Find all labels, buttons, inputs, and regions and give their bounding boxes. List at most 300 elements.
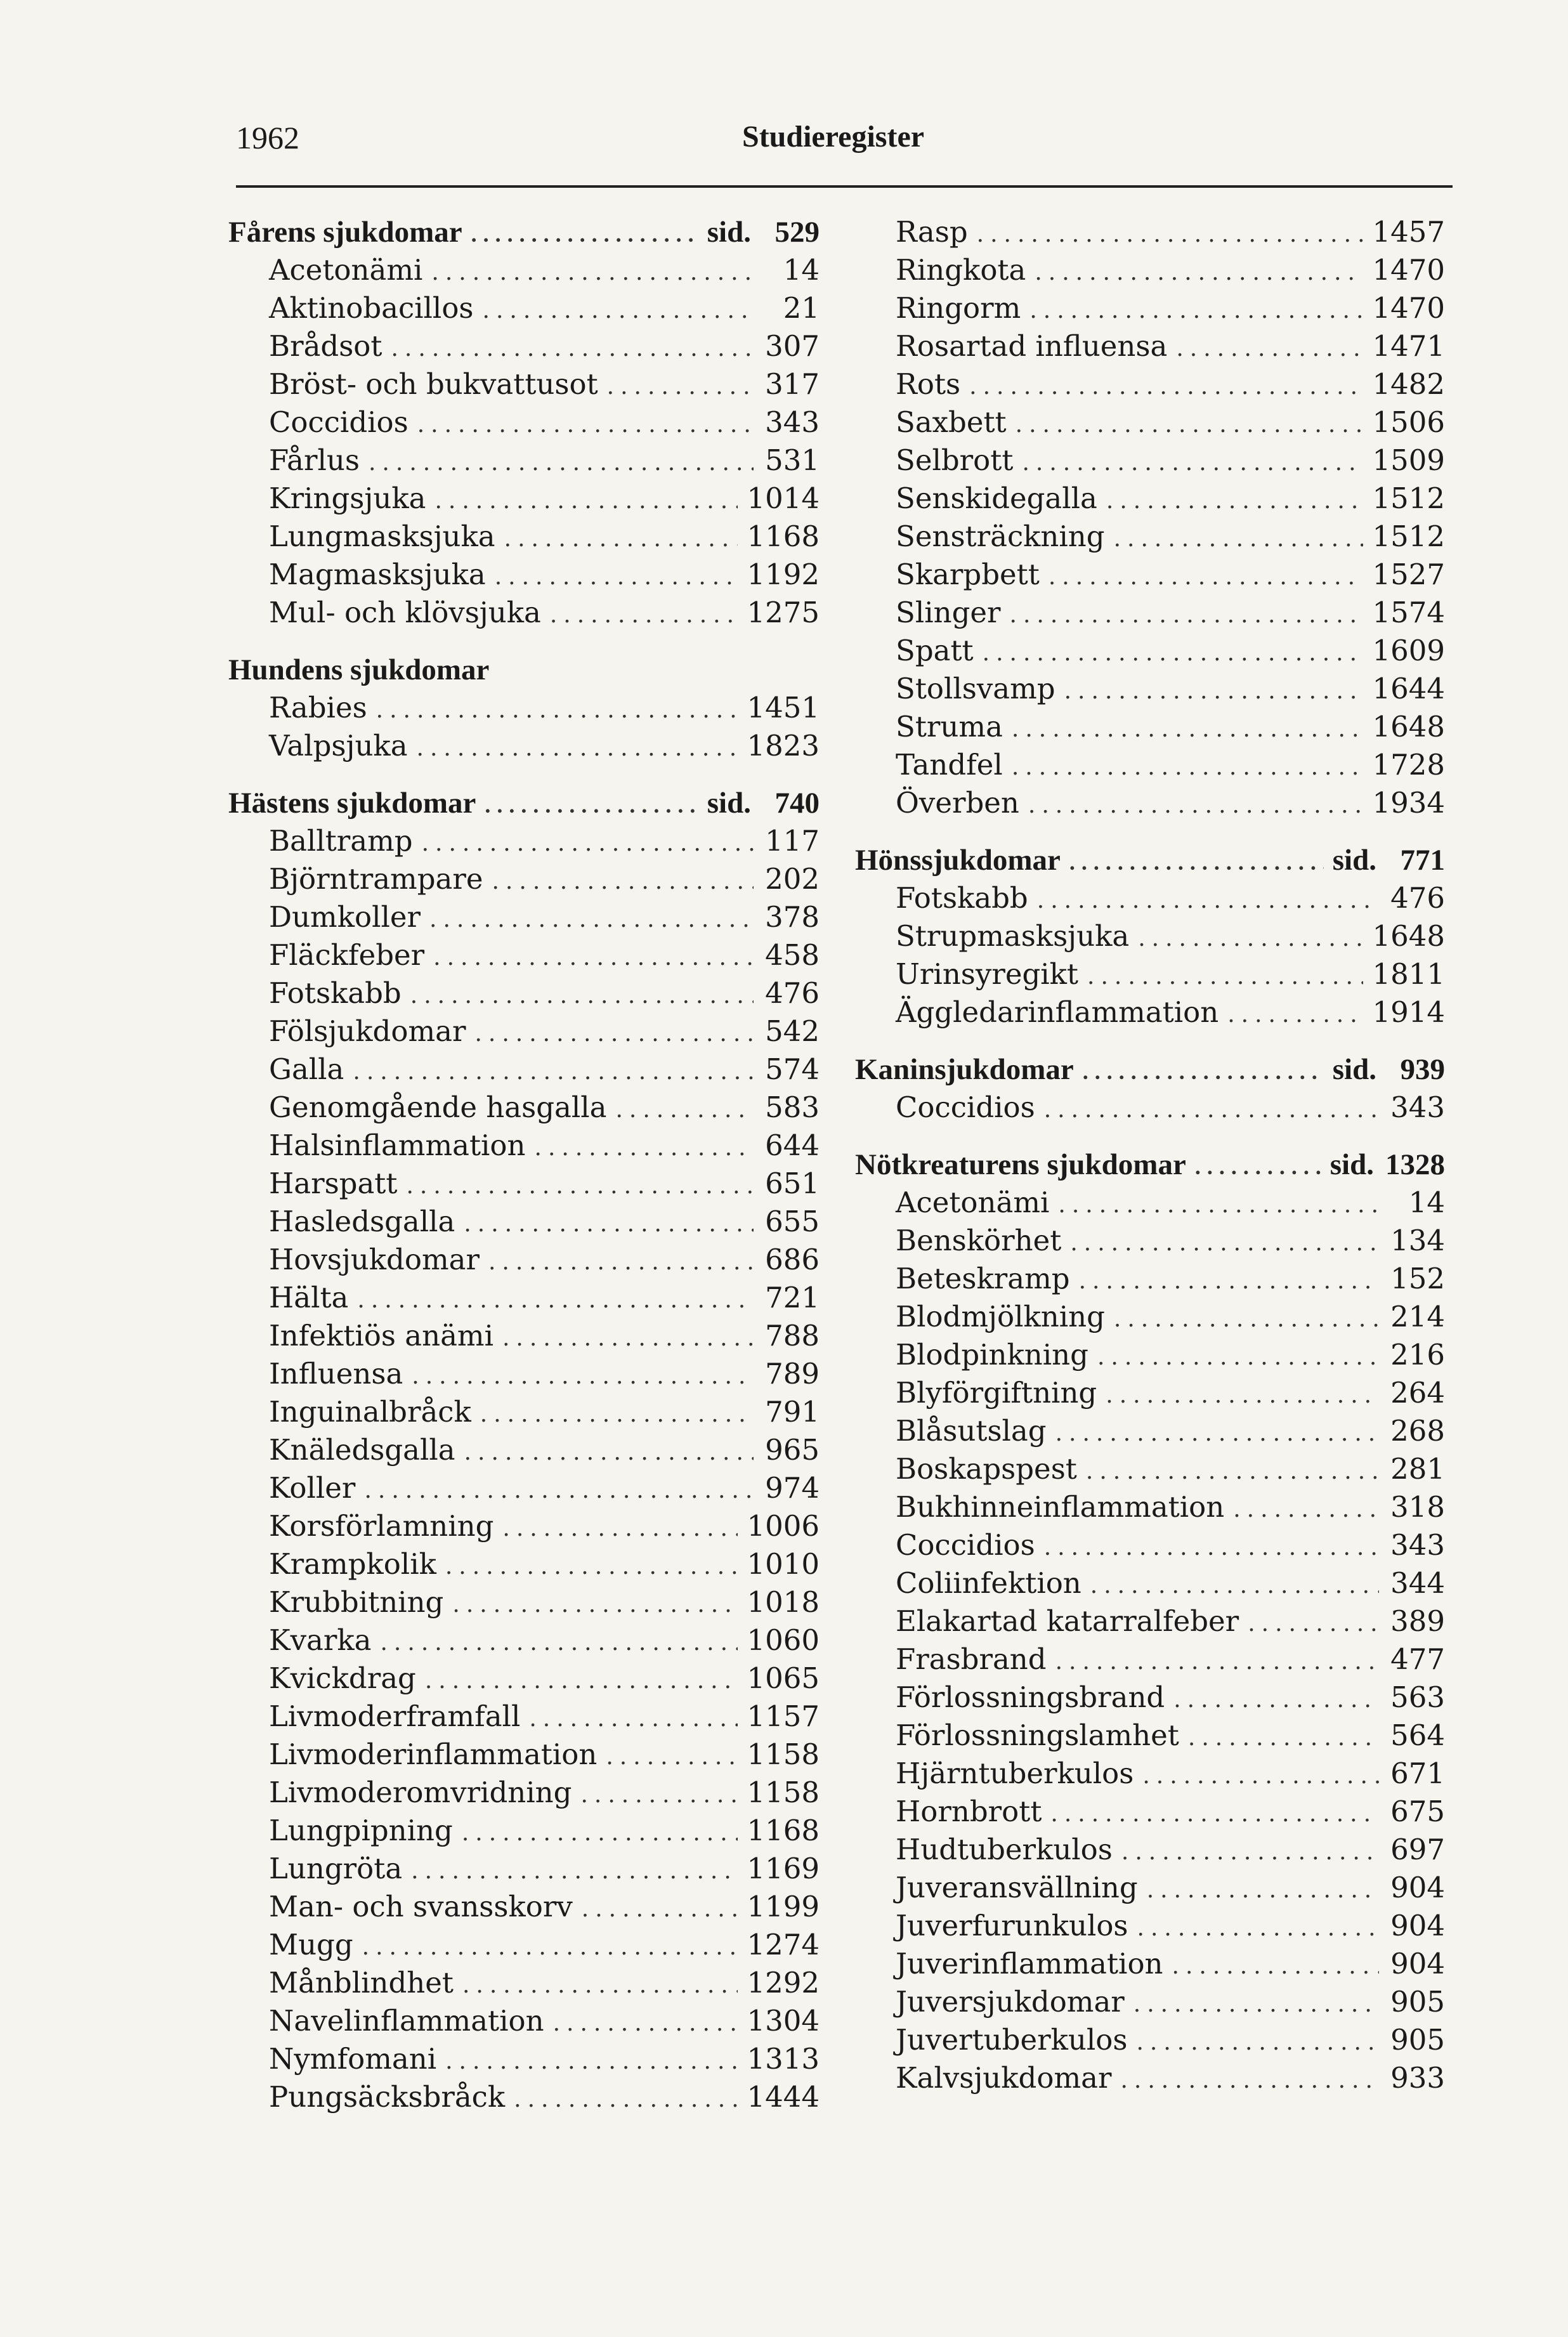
index-entry [855, 670, 1445, 708]
section-page: 771 [1400, 844, 1445, 877]
entry-name: Stollsvamp [896, 672, 1055, 705]
dot-leader [353, 1053, 754, 1091]
dot-leader [1195, 1148, 1321, 1186]
index-entry [228, 1241, 820, 1279]
section-hasten-continued [855, 213, 1445, 822]
left-column [228, 213, 820, 2116]
index-entry [228, 1355, 820, 1393]
entry-page: 1527 [1372, 558, 1445, 591]
entry-page: 1014 [747, 481, 820, 515]
entry-page: 134 [1390, 1224, 1445, 1257]
entry-page: 1648 [1372, 710, 1445, 743]
entry-page: 1292 [747, 1966, 820, 2000]
section-title: Kaninsjukdomar [855, 1053, 1074, 1086]
dot-leader [582, 1890, 738, 1928]
entry-page: 317 [765, 367, 820, 401]
index-entry [228, 936, 820, 974]
index-entry [228, 2078, 820, 2116]
entry-page: 671 [1390, 1757, 1445, 1790]
entry-page: 1823 [747, 729, 820, 763]
index-entry [855, 518, 1445, 556]
entry-page: 1470 [1372, 291, 1445, 325]
entry-name: Nymfomani [269, 2042, 437, 2076]
index-entry [228, 822, 820, 860]
index-entry [228, 403, 820, 442]
dot-leader [615, 1091, 754, 1129]
entry-page: 264 [1390, 1376, 1445, 1410]
dot-leader [580, 1776, 738, 1814]
entry-page: 389 [1390, 1604, 1445, 1638]
entry-page: 477 [1390, 1642, 1445, 1676]
index-entry [855, 480, 1445, 518]
index-entry [228, 1165, 820, 1203]
index-entry [228, 1621, 820, 1659]
index-entry [228, 1659, 820, 1698]
entry-page: 1648 [1372, 919, 1445, 953]
entry-page: 1811 [1372, 957, 1445, 991]
dot-leader [502, 1510, 738, 1548]
index-entry [228, 327, 820, 365]
section-hunden [228, 651, 820, 765]
dot-leader [1114, 520, 1364, 558]
sid-label: sid. [1332, 844, 1376, 877]
dot-leader [1037, 882, 1379, 920]
entry-name: Spatt [896, 634, 974, 667]
dot-leader [1106, 1377, 1379, 1415]
entry-name: Beteskramp [896, 1262, 1070, 1295]
entry-page: 1018 [747, 1585, 820, 1619]
dot-leader [1044, 1091, 1379, 1129]
entry-page: 675 [1390, 1795, 1445, 1828]
index-entry [228, 860, 820, 898]
dot-leader [1050, 1795, 1379, 1833]
dot-leader [1248, 1605, 1379, 1643]
entry-name: Kalvsjukdomar [896, 2061, 1112, 2095]
index-entry [228, 974, 820, 1012]
dot-leader [977, 216, 1364, 254]
index-entry [228, 689, 820, 727]
entry-page: 152 [1390, 1262, 1445, 1295]
entry-page: 214 [1390, 1300, 1445, 1333]
index-entry [228, 1507, 820, 1545]
index-entry [855, 2059, 1445, 2097]
entry-name: Skarpbett [896, 558, 1040, 591]
entry-page: 343 [765, 405, 820, 439]
entry-name: Fotskabb [896, 881, 1028, 915]
entry-name: Hornbrott [896, 1795, 1042, 1828]
entry-name: Coccidios [896, 1528, 1035, 1562]
index-entry [228, 289, 820, 327]
entry-name: Genomgående hasgalla [269, 1090, 607, 1124]
dot-leader [464, 1434, 754, 1472]
dot-leader [1055, 1415, 1379, 1453]
entry-page: 1168 [747, 1814, 820, 1847]
entry-page: 307 [765, 329, 820, 363]
dot-leader [1233, 1491, 1379, 1529]
sid-label: sid. [707, 787, 751, 820]
dot-leader [550, 596, 738, 634]
entry-name: Balltramp [269, 824, 413, 858]
entry-name: Dumkoller [269, 900, 421, 934]
index-entry [855, 403, 1445, 442]
entry-page: 583 [765, 1090, 820, 1124]
dot-leader [480, 1396, 754, 1434]
entry-page: 117 [765, 824, 820, 858]
section-page: 939 [1400, 1053, 1445, 1086]
section-heading [228, 651, 820, 689]
dot-leader [504, 520, 738, 558]
dot-leader [474, 1015, 754, 1053]
entry-name: Sensträckning [896, 520, 1105, 553]
dot-leader [1227, 996, 1363, 1034]
index-entry [855, 2021, 1445, 2059]
dot-leader [1097, 1339, 1379, 1377]
entry-page: 343 [1390, 1090, 1445, 1124]
index-entry [855, 917, 1445, 955]
index-entry [855, 213, 1445, 251]
entry-name: Galla [269, 1052, 344, 1086]
entry-page: 1065 [747, 1661, 820, 1695]
dot-leader [1176, 330, 1363, 368]
entry-page: 644 [765, 1129, 820, 1162]
dot-leader [983, 634, 1364, 672]
entry-name: Ringkota [896, 253, 1026, 287]
header-rule [236, 185, 1453, 188]
entry-page: 1482 [1372, 367, 1445, 401]
entry-page: 697 [1390, 1833, 1445, 1866]
entry-page: 531 [765, 443, 820, 477]
entry-name: Koller [269, 1471, 356, 1505]
dot-leader [529, 1700, 738, 1738]
entry-page: 1574 [1372, 596, 1445, 629]
dot-leader [411, 1852, 738, 1890]
entry-name: Lungmasksjuka [269, 520, 495, 553]
entry-name: Ringorm [896, 291, 1021, 325]
entry-name: Hälta [269, 1281, 349, 1314]
entry-name: Fårlus [269, 443, 360, 477]
dot-leader [445, 2043, 738, 2081]
index-entry [228, 1469, 820, 1507]
index-entry [855, 1374, 1445, 1412]
entry-page: 1457 [1372, 215, 1445, 249]
index-entry [855, 327, 1445, 365]
entry-page: 542 [765, 1014, 820, 1048]
entry-name: Mugg [269, 1928, 353, 1961]
entry-name: Äggledarinflammation [896, 995, 1219, 1029]
index-entry [228, 442, 820, 480]
index-entry [228, 518, 820, 556]
entry-name: Förlossningslamhet [896, 1718, 1179, 1752]
dot-leader [412, 1358, 754, 1396]
entry-name: Lungpipning [269, 1814, 453, 1847]
index-entry [855, 632, 1445, 670]
entry-page: 268 [1390, 1414, 1445, 1448]
entry-page: 721 [765, 1281, 820, 1314]
entry-page: 651 [765, 1167, 820, 1200]
entry-name: Rots [896, 367, 961, 401]
dot-leader [488, 1243, 754, 1281]
index-entry [855, 365, 1445, 403]
entry-page: 281 [1390, 1452, 1445, 1486]
entry-name: Livmoderframfall [269, 1699, 521, 1733]
entry-name: Rosartad influensa [896, 329, 1168, 363]
dot-leader [1136, 2024, 1379, 2062]
entry-name: Blodmjölkning [896, 1300, 1105, 1333]
index-entry [855, 1907, 1445, 1945]
entry-page: 476 [765, 976, 820, 1010]
dot-leader [1012, 710, 1364, 749]
entry-page: 1644 [1372, 672, 1445, 705]
index-entry [228, 1203, 820, 1241]
index-entry [855, 1336, 1445, 1374]
entry-page: 563 [1390, 1680, 1445, 1714]
index-entry [855, 1679, 1445, 1717]
entry-page: 905 [1390, 1985, 1445, 2019]
entry-name: Hovsjukdomar [269, 1243, 480, 1276]
entry-name: Fotskabb [269, 976, 402, 1010]
entry-page: 1274 [747, 1928, 820, 1961]
entry-page: 1512 [1372, 520, 1445, 553]
entry-name: Lungröta [269, 1852, 403, 1885]
index-entry [855, 1831, 1445, 1869]
entry-name: Månblindhet [269, 1966, 454, 2000]
dot-leader [1120, 2062, 1379, 2100]
entry-page: 1609 [1372, 634, 1445, 667]
dot-leader [417, 406, 754, 444]
dot-leader [1086, 1453, 1379, 1491]
index-entry [228, 2002, 820, 2040]
dot-leader [535, 1129, 754, 1167]
dot-leader [462, 1814, 738, 1852]
entry-page: 791 [765, 1395, 820, 1429]
entry-name: Coliinfektion [896, 1566, 1081, 1600]
entry-page: 216 [1390, 1338, 1445, 1371]
entry-name: Blodpinkning [896, 1338, 1088, 1371]
dot-leader [452, 1586, 738, 1624]
dot-leader [606, 1738, 738, 1776]
dot-leader [376, 691, 738, 730]
entry-name: Björntrampare [269, 862, 483, 896]
index-entry [855, 1450, 1445, 1488]
entry-name: Selbrott [896, 443, 1014, 477]
entry-name: Senskidegalla [896, 481, 1097, 515]
entry-page: 1451 [747, 691, 820, 724]
entry-name: Saxbett [896, 405, 1007, 439]
entry-page: 1444 [747, 2080, 820, 2114]
index-entry [855, 708, 1445, 746]
entry-page: 1304 [747, 2004, 820, 2038]
index-entry [228, 1926, 820, 1964]
index-entry [855, 1488, 1445, 1526]
index-entry [855, 594, 1445, 632]
dot-leader [1106, 482, 1364, 520]
index-entry [855, 556, 1445, 594]
index-entry [228, 1583, 820, 1621]
entry-name: Juvertuberkulos [896, 2023, 1128, 2057]
dot-leader [410, 977, 754, 1015]
index-entry [855, 784, 1445, 822]
index-entry [228, 1888, 820, 1926]
entry-name: Juversjukdomar [896, 1985, 1125, 2019]
section-heading [228, 213, 820, 251]
dot-leader [1173, 1681, 1379, 1719]
entry-name: Hasledsgalla [269, 1205, 455, 1238]
section-title: Nötkreaturens sjukdomar [855, 1148, 1186, 1181]
index-entry [228, 1698, 820, 1736]
index-entry [855, 1412, 1445, 1450]
entry-name: Rabies [269, 691, 367, 724]
entry-name: Knäledsgalla [269, 1433, 455, 1467]
dot-leader [1079, 1262, 1379, 1300]
index-entry [855, 1602, 1445, 1640]
entry-name: Kvarka [269, 1623, 372, 1657]
index-entry [228, 556, 820, 594]
entry-page: 21 [783, 291, 820, 325]
section-page: 1328 [1385, 1148, 1445, 1181]
entry-page: 574 [765, 1052, 820, 1086]
entry-name: Benskörhet [896, 1224, 1062, 1257]
index-entry [228, 594, 820, 632]
dot-leader [1070, 1224, 1379, 1262]
entry-page: 1471 [1372, 329, 1445, 363]
entry-page: 974 [765, 1471, 820, 1505]
dot-leader [1016, 406, 1364, 444]
entry-name: Juveransvällning [896, 1871, 1138, 1904]
index-entry [855, 1755, 1445, 1793]
entry-page: 789 [765, 1357, 820, 1391]
entry-name: Acetonämi [269, 253, 423, 287]
dot-leader [1172, 1947, 1379, 1986]
dot-leader [1087, 958, 1363, 996]
section-faren [228, 213, 820, 632]
sid-label: sid. [707, 216, 751, 249]
entry-name: Strupmasksjuka [896, 919, 1130, 953]
entry-name: Coccidios [896, 1090, 1035, 1124]
entry-page: 1313 [747, 2042, 820, 2076]
section-title: Hönssjukdomar [855, 844, 1061, 877]
entry-page: 458 [765, 938, 820, 972]
entry-page: 905 [1390, 2023, 1445, 2057]
index-entry [855, 1298, 1445, 1336]
dot-leader [969, 368, 1363, 406]
index-entry [855, 1222, 1445, 1260]
entry-name: Bröst- och bukvattusot [269, 367, 598, 401]
dot-leader [380, 1624, 738, 1662]
entry-page: 1914 [1372, 995, 1445, 1029]
section-title: Hästens sjukdomar [228, 787, 476, 820]
dot-leader [357, 1281, 754, 1319]
index-entry [855, 1526, 1445, 1564]
index-entry [228, 1393, 820, 1431]
index-entry [855, 1793, 1445, 1831]
dot-leader [434, 482, 738, 520]
entry-name: Frasbrand [896, 1642, 1047, 1676]
entry-page: 1506 [1372, 405, 1445, 439]
entry-page: 1169 [747, 1852, 820, 1885]
entry-page: 344 [1390, 1566, 1445, 1600]
entry-name: Blåsutslag [896, 1414, 1047, 1448]
dot-leader [1035, 254, 1363, 292]
section-title: Hundens sjukdomar [228, 653, 490, 686]
entry-name: Struma [896, 710, 1003, 743]
index-entry [228, 365, 820, 403]
dot-leader [1022, 444, 1363, 482]
index-entry [855, 993, 1445, 1031]
entry-name: Juverfurunkulos [896, 1909, 1128, 1942]
entry-page: 564 [1390, 1718, 1445, 1752]
index-entry [228, 1127, 820, 1165]
dot-leader [1083, 1052, 1324, 1090]
index-entry [855, 1717, 1445, 1755]
entry-name: Rasp [896, 215, 968, 249]
dot-leader [364, 1472, 754, 1510]
index-entry [855, 1564, 1445, 1602]
entry-page: 1470 [1372, 253, 1445, 287]
entry-name: Förlossningsbrand [896, 1680, 1165, 1714]
index-entry [228, 1545, 820, 1583]
entry-name: Korsförlamning [269, 1509, 494, 1543]
section-heading [855, 1051, 1445, 1089]
entry-name: Urinsyregikt [896, 957, 1079, 991]
dot-leader [406, 1167, 754, 1205]
index-entry [228, 1012, 820, 1051]
entry-name: Influensa [269, 1357, 403, 1391]
dot-leader [1069, 843, 1324, 881]
entry-name: Aktinobacillos [269, 291, 474, 325]
entry-name: Boskapspest [896, 1452, 1077, 1486]
dot-leader [1064, 672, 1364, 710]
index-entry [855, 1945, 1445, 1983]
index-entry [855, 289, 1445, 327]
entry-page: 1192 [747, 558, 820, 591]
dot-leader [1137, 1909, 1379, 1947]
dot-leader [502, 1319, 754, 1358]
entry-name: Tandfel [896, 748, 1003, 782]
section-page: 529 [774, 216, 820, 249]
entry-page: 1728 [1372, 748, 1445, 782]
entry-name: Hudtuberkulos [896, 1833, 1113, 1866]
entry-name: Mul- och klövsjuka [269, 596, 541, 629]
index-entry [228, 898, 820, 936]
dot-leader [1188, 1719, 1379, 1757]
sid-label: sid. [1330, 1148, 1374, 1181]
entry-page: 1934 [1372, 786, 1445, 820]
entry-name: Krubbitning [269, 1585, 444, 1619]
entry-page: 655 [765, 1205, 820, 1238]
entry-page: 1010 [747, 1547, 820, 1581]
dot-leader [1012, 749, 1364, 787]
dot-leader [431, 254, 754, 292]
running-title: Studieregister [742, 120, 925, 154]
index-entry [855, 1260, 1445, 1298]
section-heading [855, 1146, 1445, 1184]
index-entry [855, 955, 1445, 993]
section-not [855, 1146, 1445, 2097]
dot-leader [1029, 292, 1363, 330]
index-entry [228, 1317, 820, 1355]
entry-page: 14 [783, 253, 820, 287]
dot-leader [391, 330, 754, 368]
entry-name: Valpsjuka [269, 729, 408, 763]
index-entry [228, 2040, 820, 2078]
entry-name: Acetonämi [896, 1186, 1050, 1219]
entry-name: Elakartad katarralfeber [896, 1604, 1239, 1638]
entry-page: 1157 [747, 1699, 820, 1733]
section-heading [855, 841, 1445, 879]
entry-name: Kvickdrag [269, 1661, 416, 1695]
entry-name: Halsinflammation [269, 1129, 526, 1162]
entry-page: 1158 [747, 1776, 820, 1809]
